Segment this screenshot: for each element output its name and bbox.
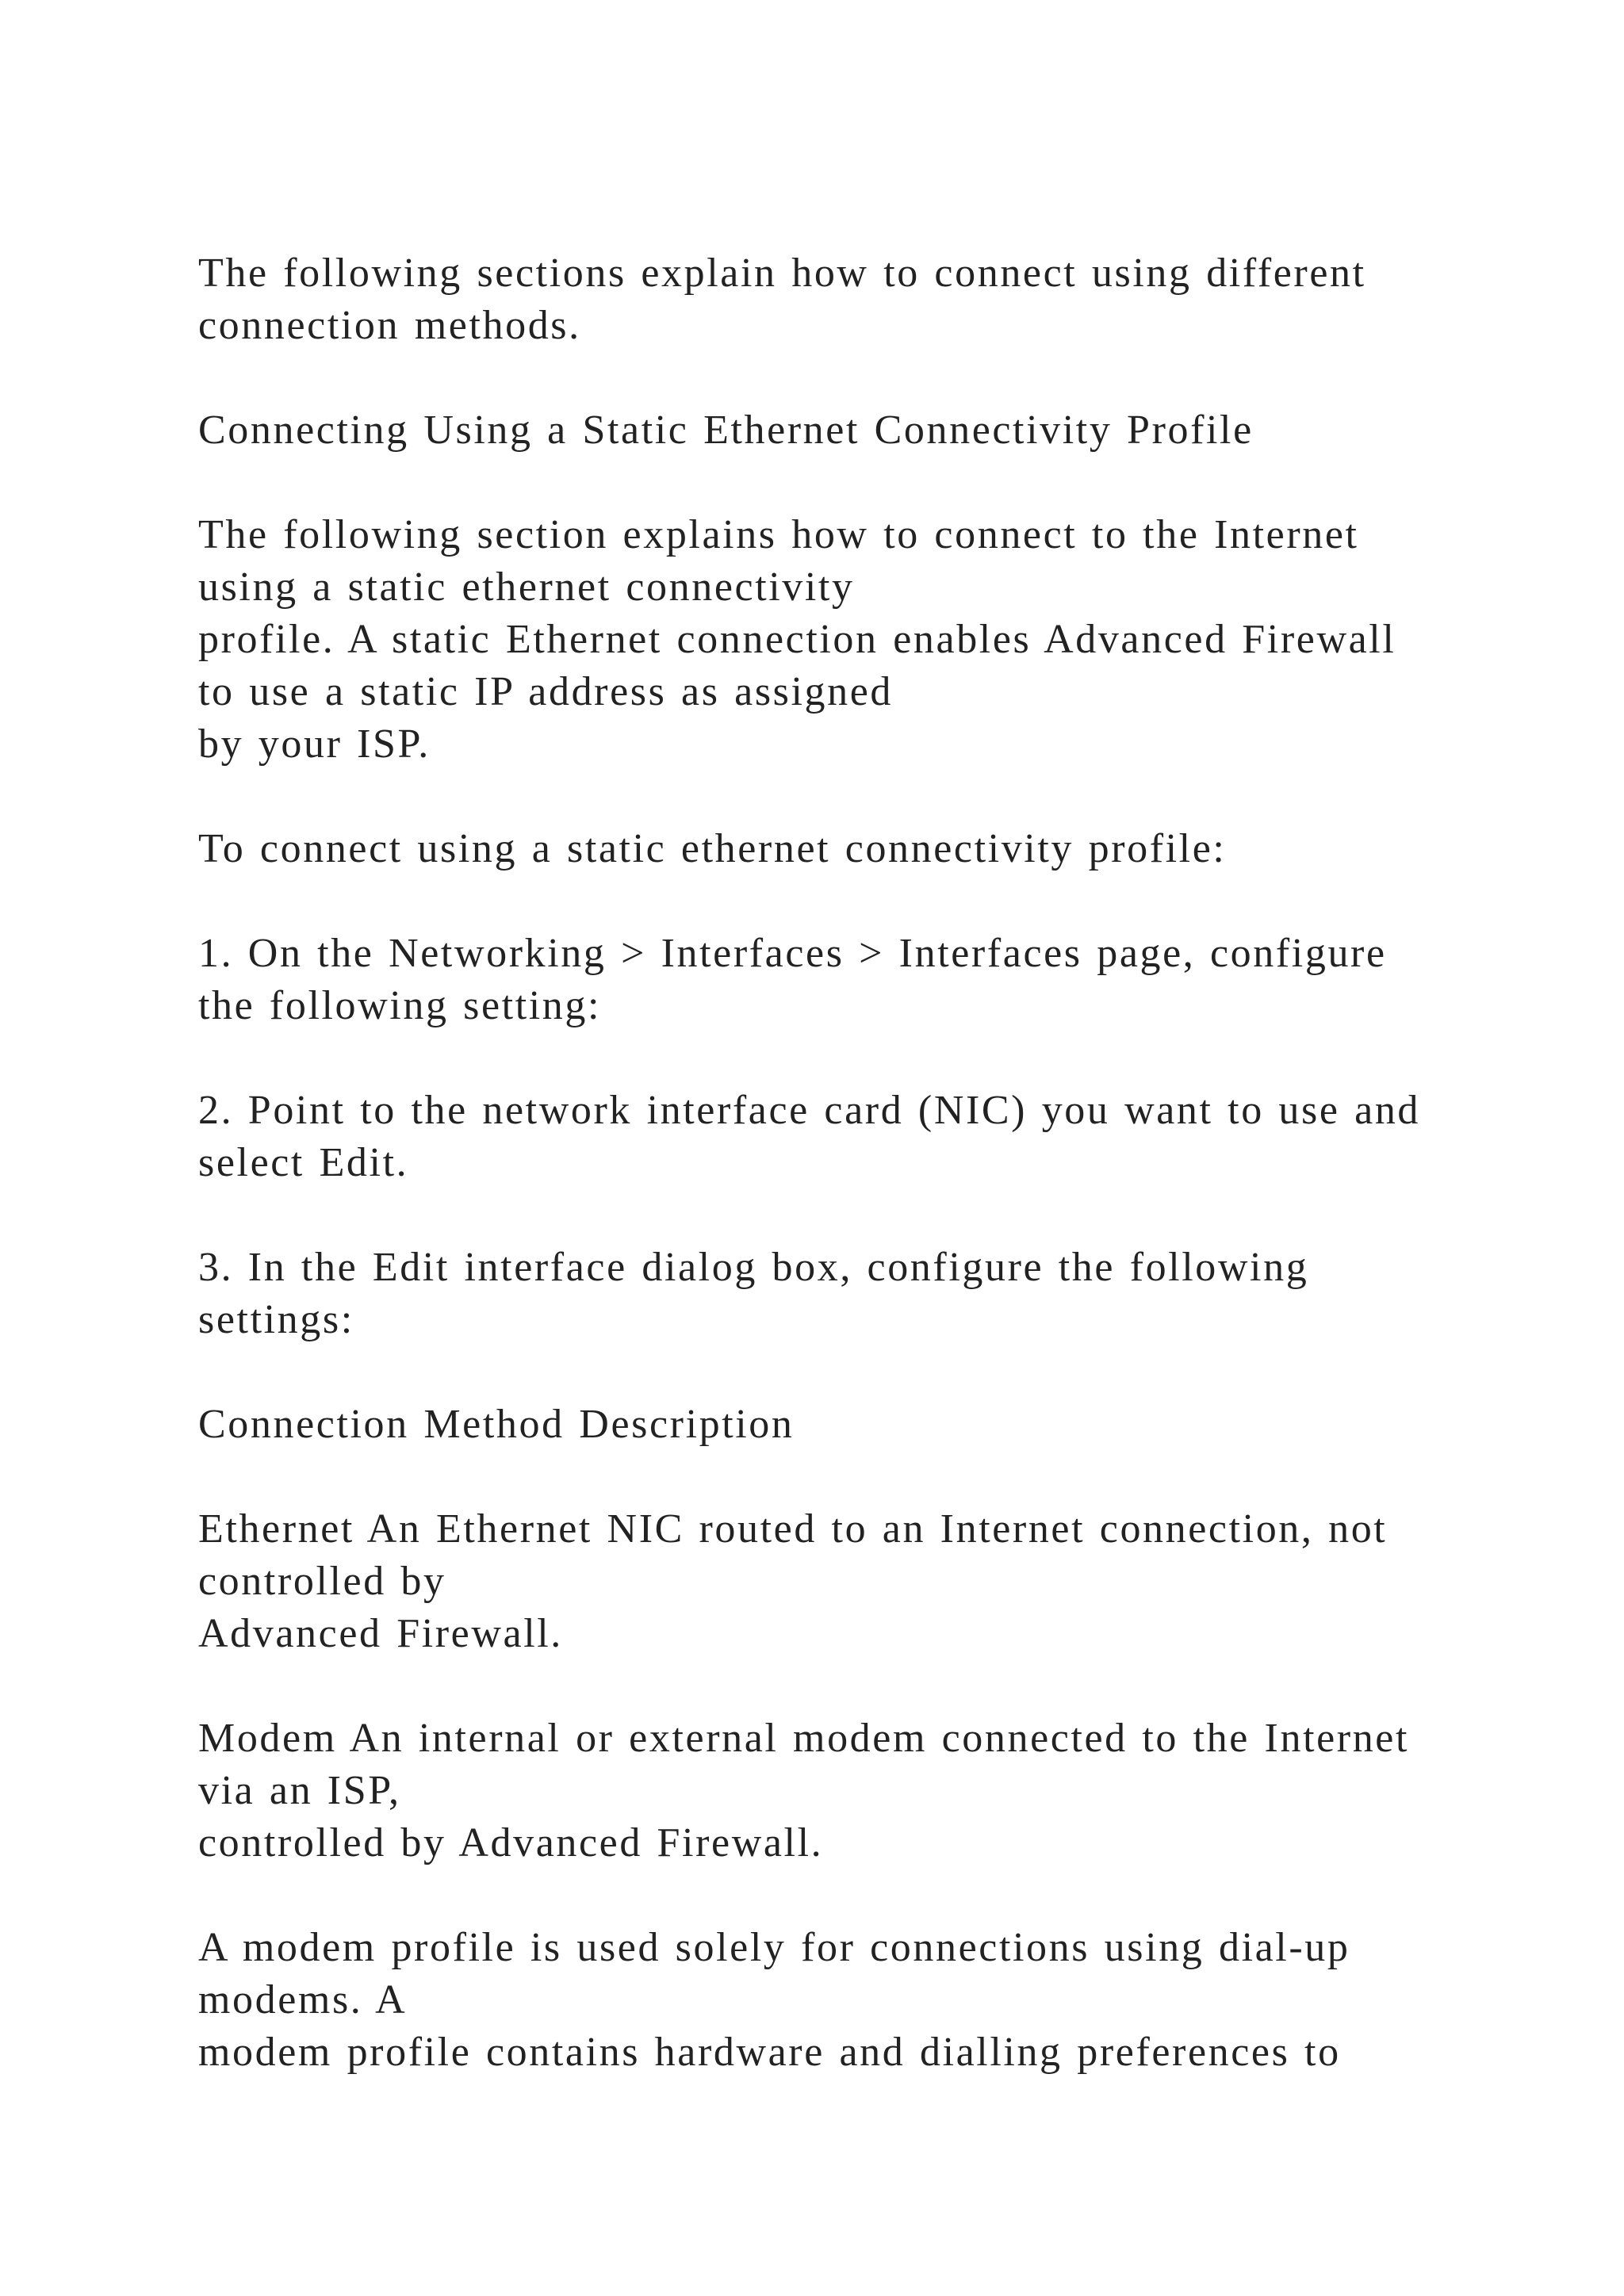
text-line: modems. A (198, 1977, 408, 2022)
table-row-ethernet (198, 1503, 1562, 1660)
text-line: profile. A static Ethernet connection enables Advanced Firewall (198, 617, 1396, 662)
text-line: to use a static IP address as assigned (198, 669, 894, 714)
text-line: select Edit. (198, 1140, 409, 1185)
text-line: Modem An internal or external modem connected to the Internet (198, 1716, 1410, 1761)
text-line: To connect using a static ethernet connectivity profile: (198, 826, 1227, 871)
section-heading (198, 404, 1562, 457)
text-line: 3. In the Edit interface dialog box, configure the following (198, 1245, 1309, 1290)
text-line: via an ISP, (198, 1768, 401, 1813)
text-line: settings: (198, 1297, 354, 1342)
intro-paragraph (198, 247, 1562, 352)
text-line: controlled by (198, 1559, 446, 1604)
text-line: controlled by Advanced Firewall. (198, 1820, 824, 1866)
text-line: Advanced Firewall. (198, 1611, 563, 1656)
modem-profile-paragraph (198, 1922, 1562, 2079)
step-1 (198, 928, 1562, 1032)
procedure-intro (198, 823, 1562, 875)
table-header (198, 1399, 1562, 1451)
text-line: by your ISP. (198, 721, 431, 767)
text-line: Connection Method Description (198, 1402, 795, 1447)
text-line: connection methods. (198, 303, 581, 348)
section-description-paragraph (198, 509, 1562, 771)
step-3 (198, 1242, 1562, 1346)
heading-line: Connecting Using a Static Ethernet Connectivity Profile (198, 408, 1254, 453)
text-line: the following setting: (198, 983, 602, 1028)
text-line: The following section explains how to connect to the Internet (198, 512, 1359, 557)
table-row-modem (198, 1712, 1562, 1869)
text-line: 2. Point to the network interface card (NIC) you want to use and (198, 1088, 1421, 1133)
text-line: 1. On the Networking > Interfaces > Interfaces page, configure (198, 931, 1387, 976)
text-line: A modem profile is used solely for connections using dial-up (198, 1925, 1350, 1970)
step-2 (198, 1085, 1562, 1189)
text-line: modem profile contains hardware and dialling preferences to (198, 2030, 1341, 2075)
text-line: Ethernet An Ethernet NIC routed to an Internet connection, not (198, 1506, 1388, 1552)
text-line: The following sections explain how to connect using different (198, 251, 1366, 296)
text-line: using a static ethernet connectivity (198, 564, 855, 610)
document-body (198, 247, 1562, 2131)
